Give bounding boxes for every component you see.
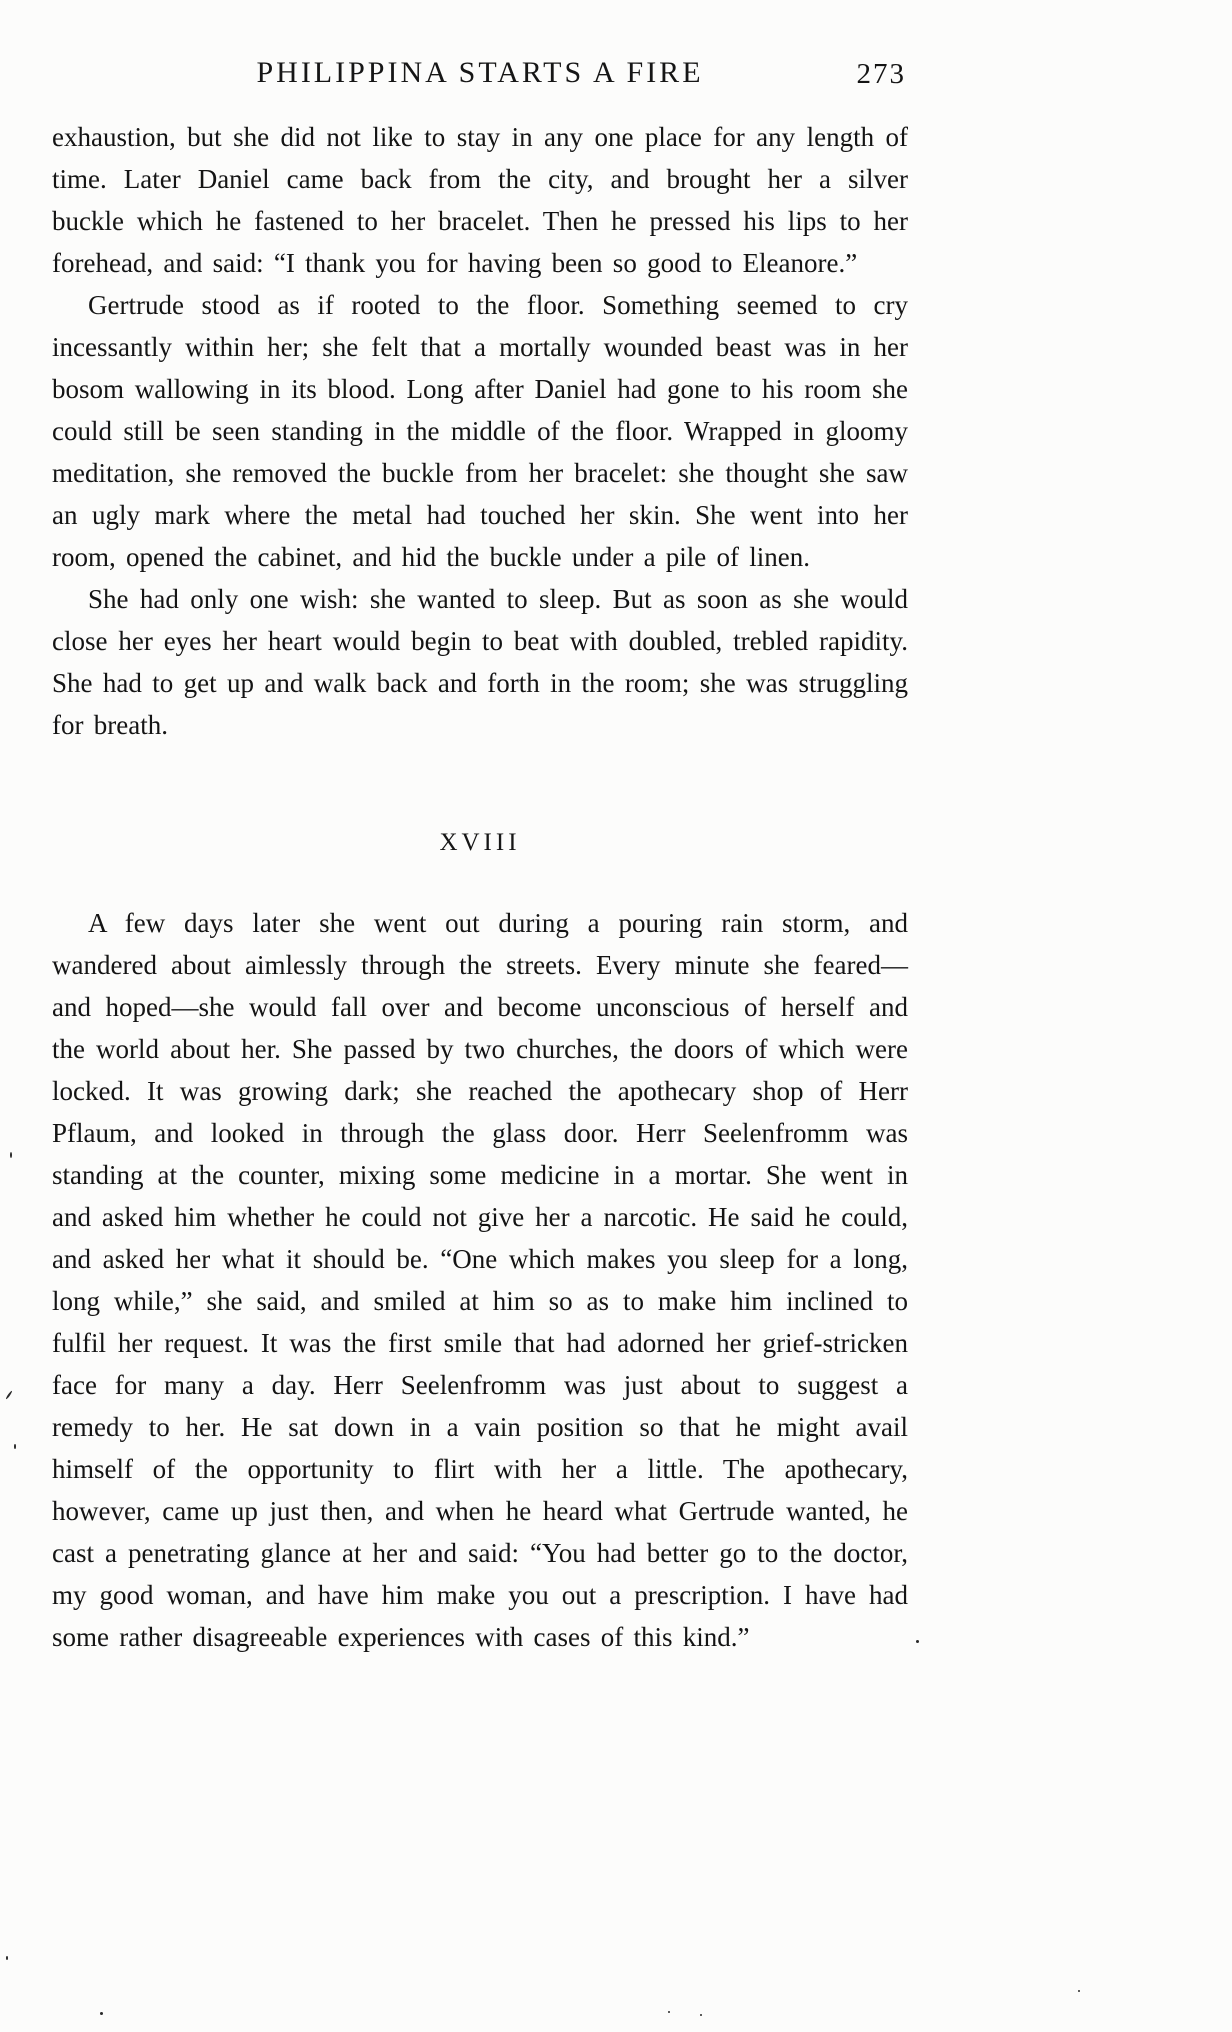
- page-title: PHILIPPINA STARTS A FIRE: [256, 56, 704, 89]
- paragraph-continuation: exhaustion, but she did not like to stay in any one place for any length of time. Later Daniel came back from the city, and brought her a silver buckle which he fastened to her bracelet. Then he pressed his lips to her forehead, and said: “I thank you for having been so good to Eleanore.”: [52, 122, 908, 278]
- scan-speck: [10, 1152, 12, 1158]
- chapter-heading: XVIII: [439, 829, 521, 856]
- text-column: [52, 56, 908, 1658]
- paragraph: Gertrude stood as if rooted to the floor. Something seemed to cry incessantly within her; she felt that a mortally wounded beast was in her bosom wallowing in its blood. Long after Daniel had gone to his room she could still be seen standing in the middle of the floor. Wrapped in gloomy meditation, she removed the buckle from her bracelet: she thought she saw an ugly mark where the metal had touched her skin. She went into her room, opened the cabinet, and hid the buckle under a pile of linen.: [52, 290, 908, 572]
- scan-speck: [14, 1444, 16, 1449]
- scan-speck: [916, 1640, 919, 1643]
- body-text: [52, 116, 908, 1658]
- paragraph: She had only one wish: she wanted to sleep. But as soon as she would close her eyes her heart would begin to beat with doubled, trebled rapidity. She had to get up and walk back and forth in the room; she was struggling for breath.: [52, 584, 908, 740]
- scan-speck: [1078, 1990, 1080, 1992]
- scan-speck: [700, 2014, 702, 2016]
- running-head: [52, 56, 908, 96]
- scan-speck: [100, 2012, 103, 2015]
- scan-speck: [6, 1956, 8, 1960]
- scan-speck: [668, 2011, 670, 2013]
- page-number: 273: [856, 58, 906, 90]
- paragraph: A few days later she went out during a pouring rain storm, and wandered about aimlessly through the streets. Every minute she feared—and hoped—she would fall over and become unconscious of herself and the world about her. She passed by two churches, the doors of which were locked. It was growing dark; she reached the apothecary shop of Herr Pflaum, and looked in through the glass door. Herr Seelenfromm was standing at the counter, mixing some medicine in a mortar. She went in and asked him whether he could not give her a narcotic. He said he could, and asked her what it should be. “One which makes you sleep for a long, long while,” she said, and smiled at him so as to make him inclined to fulfil her request. It was the first smile that had adorned her grief-stricken face for many a day. Herr Seelenfromm was just about to suggest a remedy to her. He sat down in a vain position so that he might avail himself of the opportunity to flirt with her a little. The apothecary, however, came up just then, and when he heard what Gertrude wanted, he cast a penetrating glance at her and said: “You had better go to the doctor, my good woman, and have him make you out a prescription. I have had some rather disagreeable experiences with cases of this kind.”: [52, 908, 908, 1652]
- scan-speck: [5, 1390, 12, 1399]
